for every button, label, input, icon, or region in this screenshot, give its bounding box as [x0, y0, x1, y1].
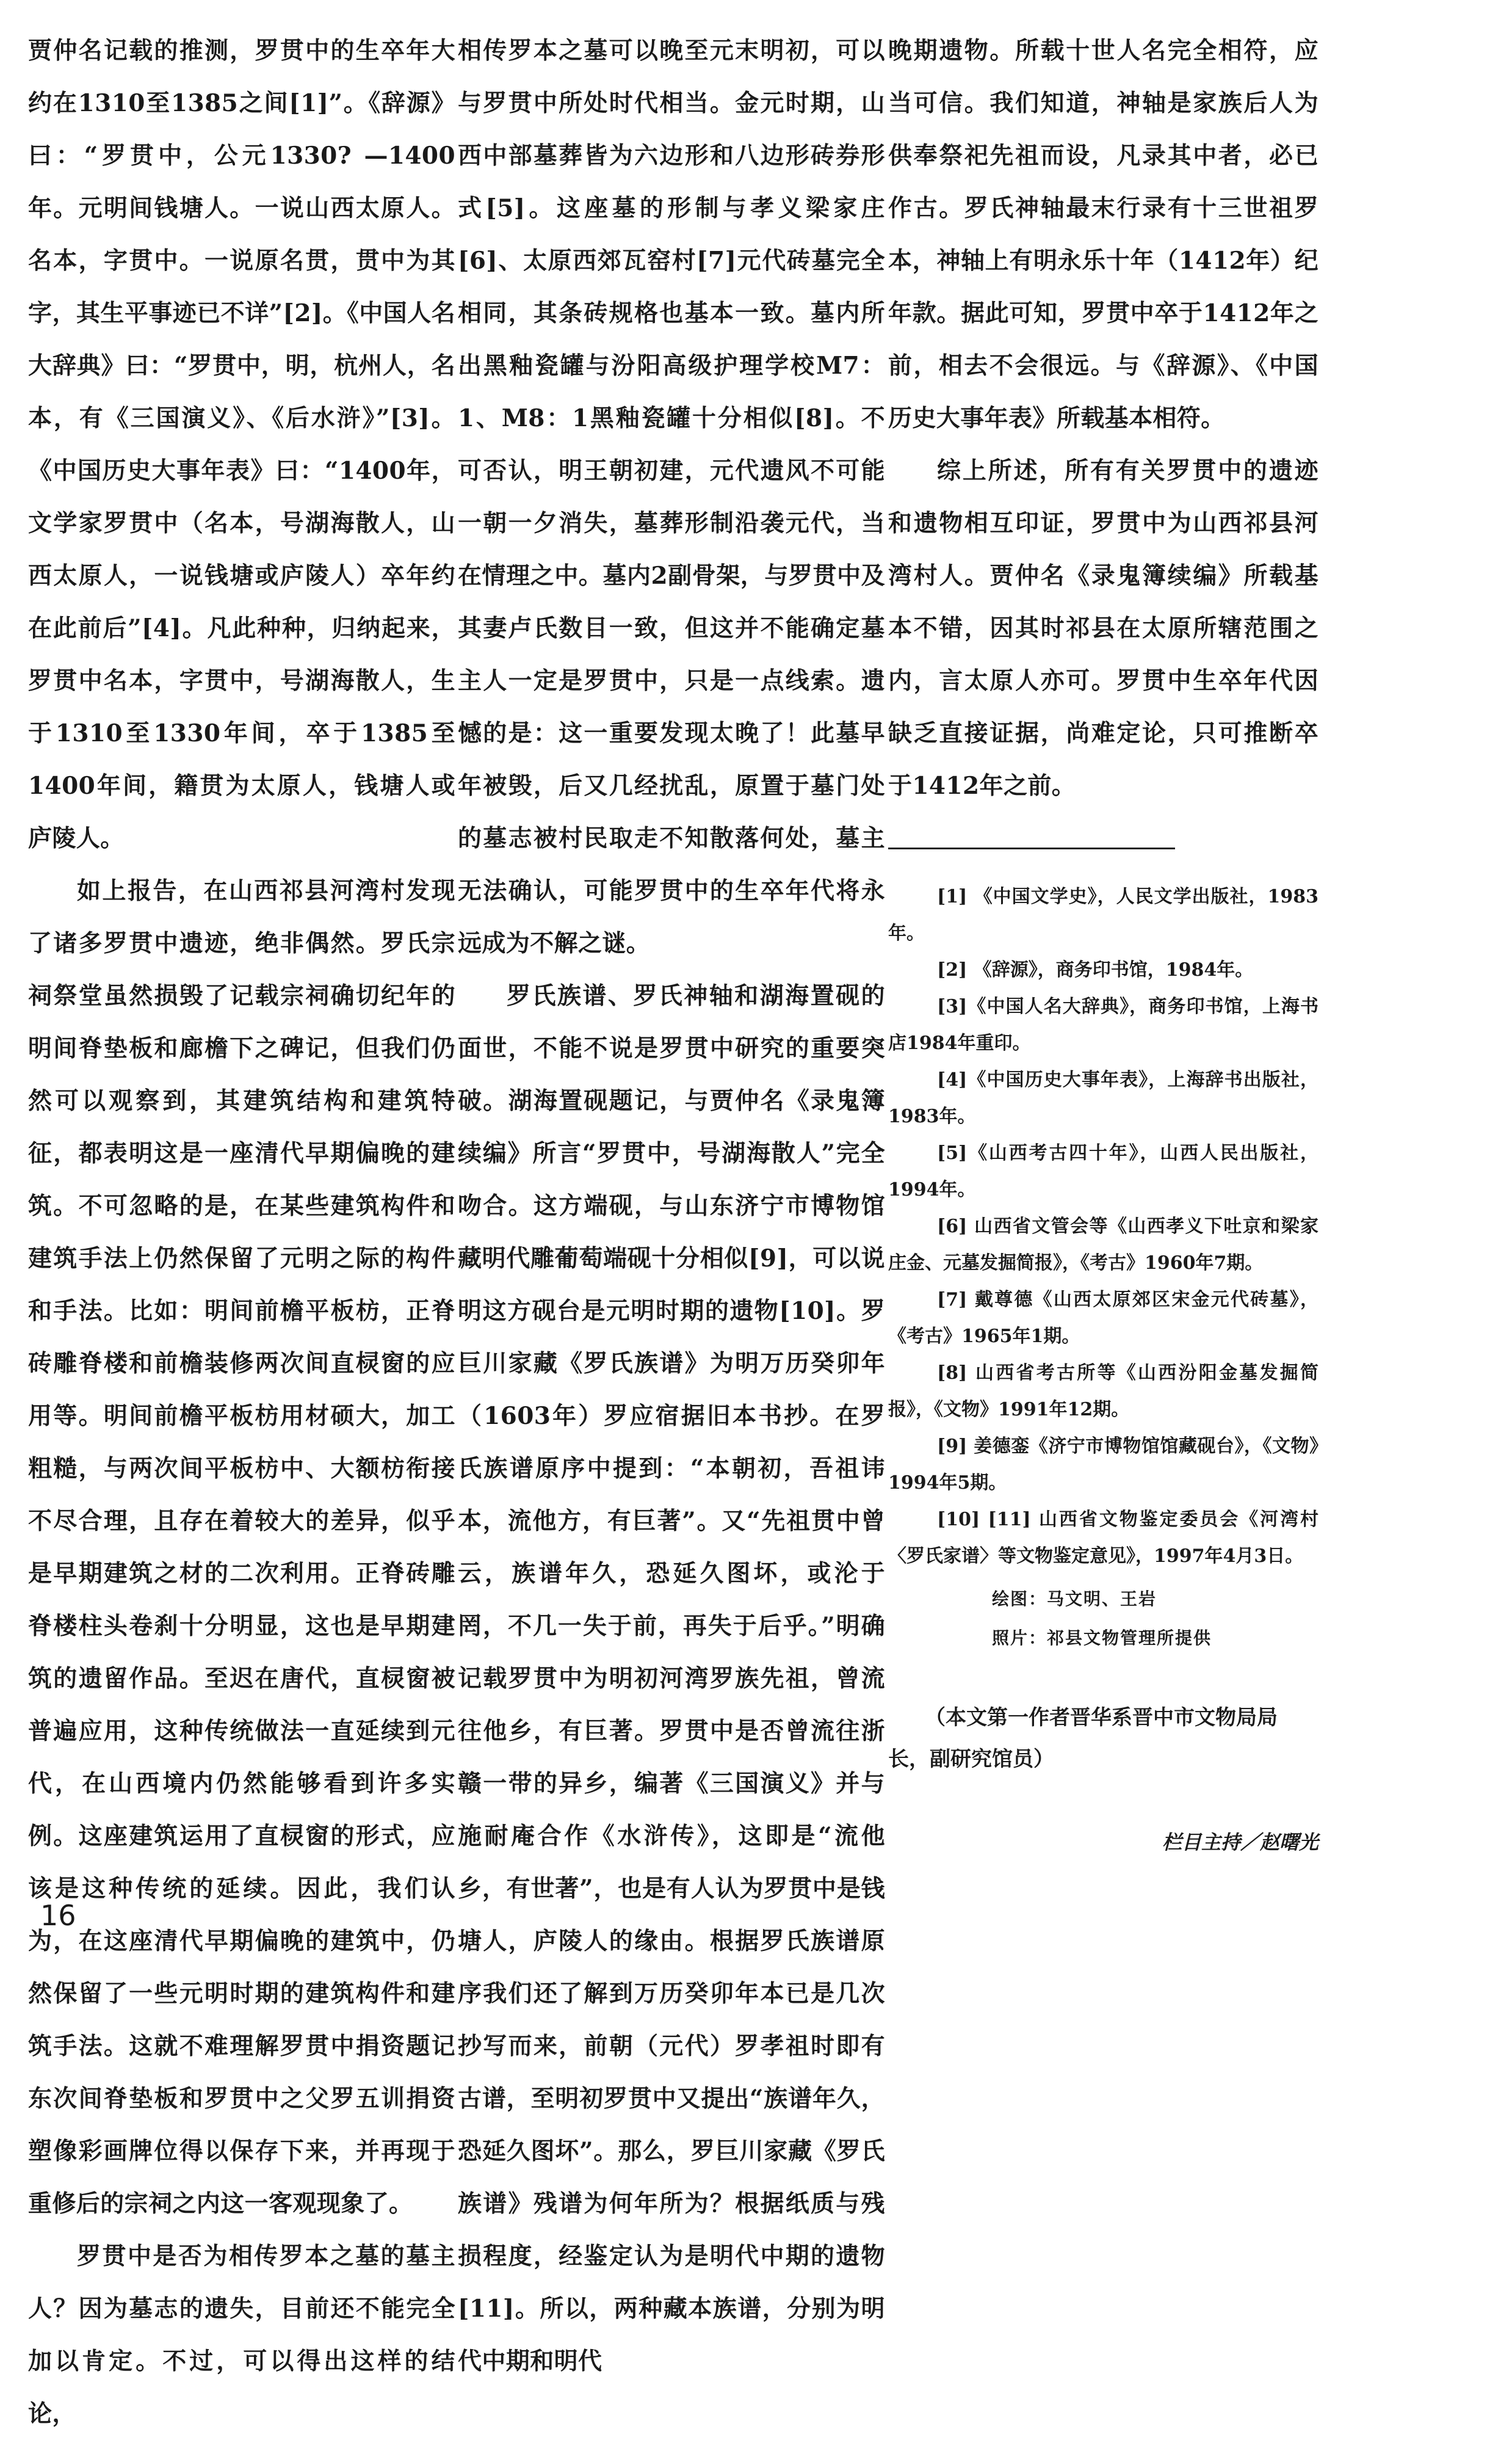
page-number: 16: [40, 1899, 76, 1932]
credit-photo: 照片：祁县文物管理所提供: [992, 1628, 1212, 1648]
reference-item: [3]《中国人名大辞典》，商务印书馆，上海书店1984年重印。: [888, 996, 1318, 1054]
paragraph: 晚期遗物。所载十世人名完全相符，应当可信。我们知道，神轴是家族后人为供奉祭祀先祖而设，凡录其中者，必已作古。罗氏神轴最末行录有十三世祖罗本，神轴上有明永乐十年（1412年）纪年款。据此可知，罗贯中卒于1412年之前，相去不会很远。与《辞源》、《中国历史大事年表》所载基本相符。: [888, 37, 1318, 432]
reference-item: [8] 山西省考古所等《山西汾阳金墓发掘简报》，《文物》1991年12期。: [888, 1362, 1318, 1420]
reference-item: [7] 戴尊德《山西太原郊区宋金元代砖墓》，《考古》1965年1期。: [888, 1289, 1318, 1347]
column-2: [458, 24, 885, 2387]
paragraph: 罗氏族谱、罗氏神轴和湖海置砚的面世，不能不说是罗贯中研究的重要突破。湖海置砚题记，与贾仲名《录鬼簿续编》所言“罗贯中，号湖海散人”完全吻合。这方端砚，与山东济宁市博物馆藏明代雕葡萄端砚十分相似[9]，可以说明这方砚台是元明时期的遗物[10]。罗巨川家藏《罗氏族谱》为明万历癸卯年（1603年）罗应宿据旧本书抄。在罗氏族谱原序中提到：“本朝初，吾祖讳本，流他方，有巨著”。又“先祖贯中曾云，族谱年久，恐延久图坏，或沦于罔，不几一失于前，再失于后乎。”明确记载罗贯中为明初河湾罗族先祖，曾流往他乡，有巨著。罗贯中是否曾流往浙赣一带的异乡，编著《三国演义》并与施耐庵合作《水浒传》，这即是“流他乡，有世著”，也是有人认为罗贯中是钱塘人，庐陵人的缘由。根据罗氏族谱原序我们还了解到万历癸卯年本已是几次抄写而来，前朝（元代）罗孝祖时即有古谱，至明初罗贯中又提出“族谱年久，恐延久图坏”。那么，罗巨川家藏《罗氏族谱》残谱为何年所为？根据纸质与残损程度，经鉴定认为是明代中期的遗物[11]。所以，两种藏本族谱，分别为明代中期和明代: [458, 982, 885, 2375]
reference-item: [5]《山西考古四十年》，山西人民出版社，1994年。: [888, 1142, 1318, 1200]
references-list: [888, 879, 1318, 1575]
footnote-divider: [888, 848, 1175, 849]
reference-item: [6] 山西省文管会等《山西孝义下吐京和梁家庄金、元墓发掘简报》，《考古》1960年7期。: [888, 1216, 1318, 1274]
author-note: （本文第一作者晋华系晋中市文物局局长，副研究馆员）: [888, 1705, 1278, 1771]
paragraph: 如上报告，在山西祁县河湾村发现了诸多罗贯中遗迹，绝非偶然。罗氏宗祠祭堂虽然损毁了记载宗祠确切纪年的明间脊垫板和廊檐下之碑记，但我们仍然可以观察到，其建筑结构和建筑特征，都表明这是一座清代早期偏晚的建筑。不可忽略的是，在某些建筑构件和建筑手法上仍然保留了元明之际的构件和手法。比如：明间前檐平板枋，正脊砖雕脊楼和前檐装修两次间直棂窗的应用等。明间前檐平板枋用材硕大，加工粗糙，与两次间平板枋中、大额枋衔接不尽合理，且存在着较大的差异，似乎是早期建筑之材的二次利用。正脊砖雕脊楼柱头卷刹十分明显，这也是早期建筑的遗留作品。至迟在唐代，直棂窗被普遍应用，这种传统做法一直延续到元代，在山西境内仍然能够看到许多实例。这座建筑运用了直棂窗的形式，应该是这种传统的延续。因此，我们认为，在这座清代早期偏晚的建筑中，仍然保留了一些元明时期的建筑构件和建筑手法。这就不难理解罗贯中捐资题记东次间脊垫板和罗贯中之父罗五训捐资塑像彩画牌位得以保存下来，并再现于重修后的宗祠之内这一客观现象了。: [28, 877, 455, 2218]
reference-item: [1] 《中国文学史》，人民文学出版社，1983年。: [888, 886, 1318, 944]
paragraph: 罗贯中是否为相传罗本之墓的墓主人？因为墓志的遗失，目前还不能完全加以肯定。不过，可以得出这样的结论，: [28, 2242, 455, 2428]
paragraph: 综上所述，所有有关罗贯中的遗迹和遗物相互印证，罗贯中为山西祁县河湾村人。贾仲名《录鬼簿续编》所载基本不错，因其时祁县在太原所辖范围之内，言太原人亦可。罗贯中生卒年代因缺乏直接证据，尚难定论，只可推断卒于1412年之前。: [888, 457, 1318, 800]
column-1: [28, 24, 455, 2440]
paragraph: 贾仲名记载的推测，罗贯中的生卒年大约在1310至1385之间[1]”。《辞源》曰：“罗贯中，公元1330? —1400年。元明间钱塘人。一说山西太原人。名本，字贯中。一说原名贯，贯中为其字，其生平事迹已不详”[2]。《中国人名大辞典》曰：“罗贯中，明，杭州人，名本，有《三国演义》、《后水浒》”[3]。《中国历史大事年表》曰：“1400年，文学家罗贯中（名本，号湖海散人，山西太原人，一说钱塘或庐陵人）卒年约在此前后”[4]。凡此种种，归纳起来，罗贯中名本，字贯中，号湖海散人，生于1310至1330年间，卒于1385至1400年间，籍贯为太原人，钱塘人或庐陵人。: [28, 37, 455, 852]
paragraph: 相传罗本之墓可以晚至元末明初，可以与罗贯中所处时代相当。金元时期，山西中部墓葬皆为六边形和八边形砖券形式[5]。这座墓的形制与孝义梁家庄[6]、太原西郊瓦窑村[7]元代砖墓完全相同，其条砖规格也基本一致。墓内所出黑釉瓷罐与汾阳高级护理学校M7：1、M8：1黑釉瓷罐十分相似[8]。不可否认，明王朝初建，元代遗风不可能一朝一夕消失，墓葬形制沿袭元代，当在情理之中。墓内2副骨架，与罗贯中及其妻卢氏数目一致，但这并不能确定墓主人一定是罗贯中，只是一点线索。遗憾的是：这一重要发现太晚了！此墓早年被毁，后又几经扰乱，原置于墓门处的墓志被村民取走不知散落何处，墓主无法确认，可能罗贯中的生卒年代将永远成为不解之谜。: [458, 37, 885, 957]
credit-drawing: 绘图：马文明、王岩: [992, 1589, 1157, 1609]
credits: [992, 1580, 1318, 1658]
reference-item: [2] 《辞源》，商务印书馆，1984年。: [937, 959, 1254, 981]
reference-item: [4]《中国历史大事年表》，上海辞书出版社，1983年。: [888, 1069, 1318, 1127]
reference-item: [10] [11] 山西省文物鉴定委员会《河湾村〈罗氏家谱〉等文物鉴定意见》，1997年4月3日。: [888, 1509, 1318, 1567]
reference-item: [9] 姜德銮《济宁市博物馆馆藏砚台》，《文物》1994年5期。: [888, 1436, 1318, 1494]
column-3: [888, 24, 1318, 1861]
column-editor: 栏目主持／赵曙光: [1162, 1831, 1318, 1854]
